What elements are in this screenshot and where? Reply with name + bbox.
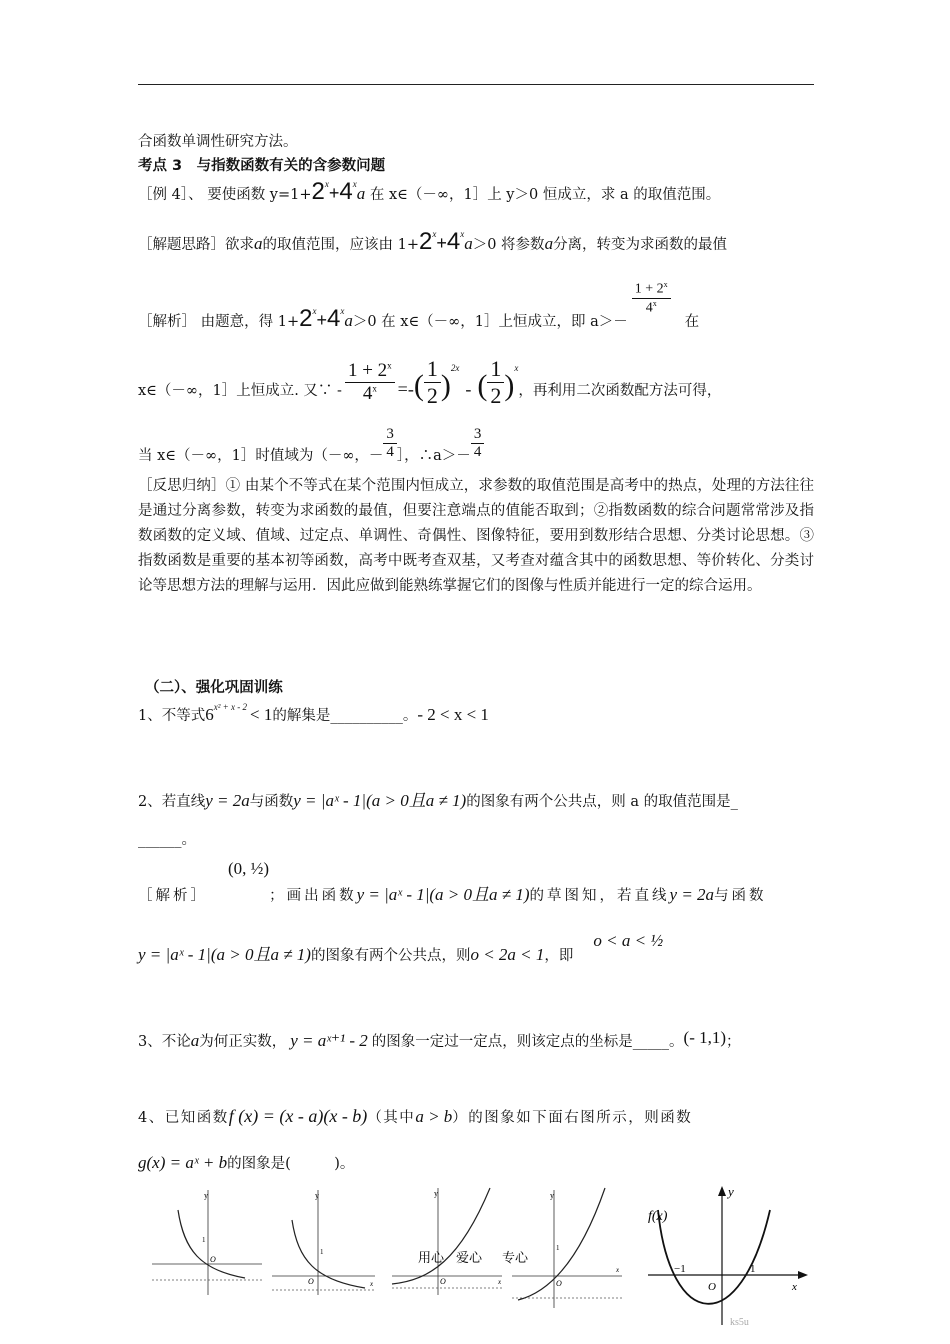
- watermark-3: 专心: [502, 1250, 529, 1265]
- q3-tail: ；: [726, 1034, 741, 1050]
- answer-figures: [145, 1180, 815, 1330]
- q1-exp: x² + x - 2: [213, 702, 247, 712]
- axis-x-label: x: [616, 1266, 620, 1274]
- half-frac: $\frac{1}{2}$: [487, 356, 504, 409]
- sup-x: x: [324, 179, 329, 189]
- figure-fx: [640, 1180, 810, 1330]
- sup-x: x: [460, 229, 465, 239]
- q2-func: y = |aˣ - 1|(a > 0且a ≠ 1): [293, 791, 467, 810]
- axis-x-label: x: [370, 1280, 374, 1288]
- q2-p3: 的图象有两个公共点，则 a 的取值范围是_: [466, 794, 738, 810]
- expr-two: 2: [418, 228, 433, 255]
- watermark-2: 爱心: [456, 1250, 483, 1265]
- label-origin: O: [556, 1279, 562, 1288]
- axis-y-label: y: [434, 1189, 438, 1198]
- plus-sign: +: [316, 310, 327, 331]
- example4: [138, 178, 818, 206]
- line2-b: ，再利用二次函数配方法可得，: [518, 382, 722, 399]
- q2-p2: 与函数: [249, 794, 294, 810]
- sup-x: x: [432, 229, 437, 239]
- q1-p1: 1、不等式: [138, 708, 206, 724]
- intro-line: 合函数单调性研究方法。: [138, 134, 298, 150]
- label-origin: O: [210, 1255, 216, 1264]
- q2-sol-p5: ，即: [544, 948, 574, 964]
- idea-p3: ＞0 将参数: [472, 237, 545, 253]
- sup-2x: 2x: [450, 362, 460, 373]
- figure-option-b: [270, 1180, 380, 1300]
- solution-line1: [138, 280, 818, 333]
- sup-x: x: [514, 362, 519, 373]
- idea-p1: ［解题思路］欲求: [138, 237, 254, 253]
- figure-option-d: [502, 1180, 630, 1310]
- q2-solution-2: [138, 931, 818, 965]
- reflection-paragraph: ［反思归纳］① 由某个不等式在某个范围内恒成立，求参数的取值范围是高考中的热点，处理的方法往往是通过分离参数，转变为求函数的最值，但要注意端点的值能否取到；②指数函数的综合问题常常涉及指数函数的定义域、值域、过定点、单调性、奇偶性、图像特征，要用到数形结合思想、分类讨论思想。③指数函数是重要的基本初等函数，高考中既考查双基，又考查对蕴含其中的函数思想、等价转化、分类讨论等思想方法的理解与运用．因此应做到能熟练掌握它们的图像与性质并能进行一定的综合运用。: [138, 478, 814, 594]
- q2-sol-label: ［解析］: [138, 888, 208, 904]
- solution-line2: x∈（－∞，1］上恒成立. 又∵ - $\frac{1 + 2^x}{4^x}$ =-( $\frac{1}{2}$ )$^{2x}$- ( $\frac{1}{2}$ )$^x$，再利用二次函数配方法可得，: [138, 356, 722, 408]
- line3-b: ］，∴a＞－: [396, 447, 471, 464]
- fx-label-one: 1: [750, 1263, 756, 1275]
- line3-a: 当 x∈（－∞，1］时值域为（－∞，－: [138, 447, 384, 464]
- q2-solution: [138, 852, 818, 904]
- solution-p1: ［解析］ 由题意，得 1+: [138, 314, 300, 331]
- var-a: a: [544, 234, 554, 253]
- q2-interval: (0, ½): [228, 859, 270, 878]
- figure-option-c: [390, 1180, 505, 1300]
- label-one: 1: [320, 1248, 324, 1256]
- q1-lt: < 1: [250, 705, 273, 724]
- minus-sign: -: [465, 378, 472, 399]
- q2-sol-p4: 的图象有两个公共点，则: [310, 948, 471, 964]
- axis-y-label: y: [550, 1191, 554, 1200]
- q2-sol-p3: 与函数: [714, 888, 767, 904]
- idea-line: [138, 228, 818, 256]
- q4-func: f (x) = (x - a)(x - b): [228, 1106, 368, 1126]
- label-one: 1: [202, 1236, 206, 1244]
- var-a: a: [254, 234, 263, 253]
- var-a: a: [344, 311, 353, 331]
- plus-sign: +: [328, 183, 340, 203]
- figure-option-a: [150, 1180, 265, 1300]
- q2-sol-p2: 的草图知，若直线: [529, 888, 670, 904]
- q4-p4: 的图象是( )。: [227, 1156, 355, 1172]
- idea-p2: 的取值范围，应该由 1+: [262, 237, 419, 253]
- idea-p4: 分离，转变为求函数的最值: [553, 237, 728, 253]
- fx-axis-x-label: x: [792, 1281, 797, 1293]
- axis-x-label: x: [498, 1278, 502, 1286]
- q2-sol-p1: ；画出函数: [269, 888, 357, 904]
- q1-answer: - 2 < x < 1: [417, 705, 489, 724]
- frac-big: $\frac{1 + 2^x}{4^x}$: [345, 360, 395, 405]
- q2-ineq: o < 2a < 1: [470, 945, 545, 964]
- q3-var: a: [190, 1031, 200, 1050]
- question-1: [138, 704, 818, 725]
- q3-p3: 的图象一定过一定点，则该定点的坐标是_____。: [371, 1034, 684, 1050]
- q2-func: y = |aˣ - 1|(a > 0且a ≠ 1): [138, 945, 311, 964]
- q2-func: y = |aˣ - 1|(a > 0且a ≠ 1): [356, 885, 530, 904]
- q2-p1: 2、若直线: [138, 794, 206, 810]
- q2-line-eq: y = 2a: [205, 791, 250, 810]
- expr-two: 2: [299, 305, 313, 333]
- solution-p2: ＞0 在 x∈（－∞，1］上恒成立，即 a＞－: [352, 314, 628, 331]
- sup-x: x: [340, 306, 345, 317]
- line2-a: x∈（－∞，1］上恒成立. 又∵ -: [138, 382, 342, 399]
- example4-after: 在 x∈（－∞，1］上 y＞0 恒成立，求 a 的取值范围。: [369, 187, 721, 203]
- plus-sign: +: [436, 233, 447, 253]
- q4-p3: ）的图象如下面右图所示，则函数: [452, 1110, 693, 1126]
- section2-title: （二）、强化巩固训练: [145, 680, 283, 696]
- q2-blank: ______。: [138, 832, 196, 848]
- three-quarters: $\frac{3}{4}$: [471, 426, 485, 461]
- q3-p2: 为何正实数，: [199, 1034, 287, 1050]
- sup-x: x: [352, 179, 357, 189]
- var-a: a: [356, 184, 366, 203]
- watermark-1: 用心: [418, 1250, 445, 1265]
- var-a: a: [464, 234, 473, 253]
- header-rule: [138, 84, 814, 85]
- label-origin: O: [440, 1277, 446, 1286]
- example4-label: ［例 4］、 要使函数 y=1+: [138, 187, 312, 203]
- question-2: [138, 786, 818, 811]
- q3-p1: 3、不论: [138, 1034, 191, 1050]
- sup-x: x: [312, 306, 317, 317]
- solution-line3: [138, 426, 818, 464]
- q2-line-eq: y = 2a: [669, 885, 715, 904]
- q4-line2: [138, 1152, 818, 1173]
- expr-four: 4: [446, 228, 461, 255]
- eq-sign: =-: [397, 378, 414, 399]
- q4-g: g(x) = aˣ + b: [138, 1153, 228, 1172]
- q1-base: 6: [205, 705, 214, 724]
- watermark-ks5u: ks5u: [730, 1317, 749, 1328]
- expr-four: 4: [326, 305, 341, 333]
- question-4: [138, 1106, 818, 1127]
- label-origin: O: [308, 1277, 314, 1286]
- fx-label-origin: O: [708, 1281, 716, 1293]
- half-frac: $\frac{1}{2}$: [424, 356, 441, 409]
- q3-answer: (- 1,1): [683, 1028, 727, 1047]
- q4-p2: （其中: [367, 1110, 416, 1126]
- axis-y-label: y: [315, 1191, 319, 1200]
- question-3: [138, 1030, 818, 1051]
- frac-1-plus-2x-over-4x: $\frac{1 + 2^x}{4^x}$: [632, 280, 671, 316]
- q1-p2: 的解集是__________。: [272, 708, 418, 724]
- q3-func: y = aˣ⁺¹ - 2: [290, 1031, 368, 1050]
- axis-y-label: y: [204, 1191, 208, 1200]
- three-quarters: $\frac{3}{4}$: [383, 426, 397, 461]
- fx-axis-y-label: y: [728, 1184, 734, 1199]
- fx-label-neg1: −1: [674, 1263, 686, 1275]
- q4-cond: a > b: [415, 1107, 453, 1126]
- fx-label: f(x): [648, 1209, 668, 1224]
- expr-four: 4: [339, 178, 353, 205]
- section3-title: 考点 3 与指数函数有关的含参数问题: [138, 158, 386, 174]
- label-one: 1: [556, 1244, 560, 1252]
- solution-p3: 在: [684, 314, 700, 331]
- q2-final: o < a < ½: [593, 931, 664, 950]
- expr-two: 2: [311, 178, 325, 205]
- q4-p1: 4、已知函数: [138, 1110, 229, 1126]
